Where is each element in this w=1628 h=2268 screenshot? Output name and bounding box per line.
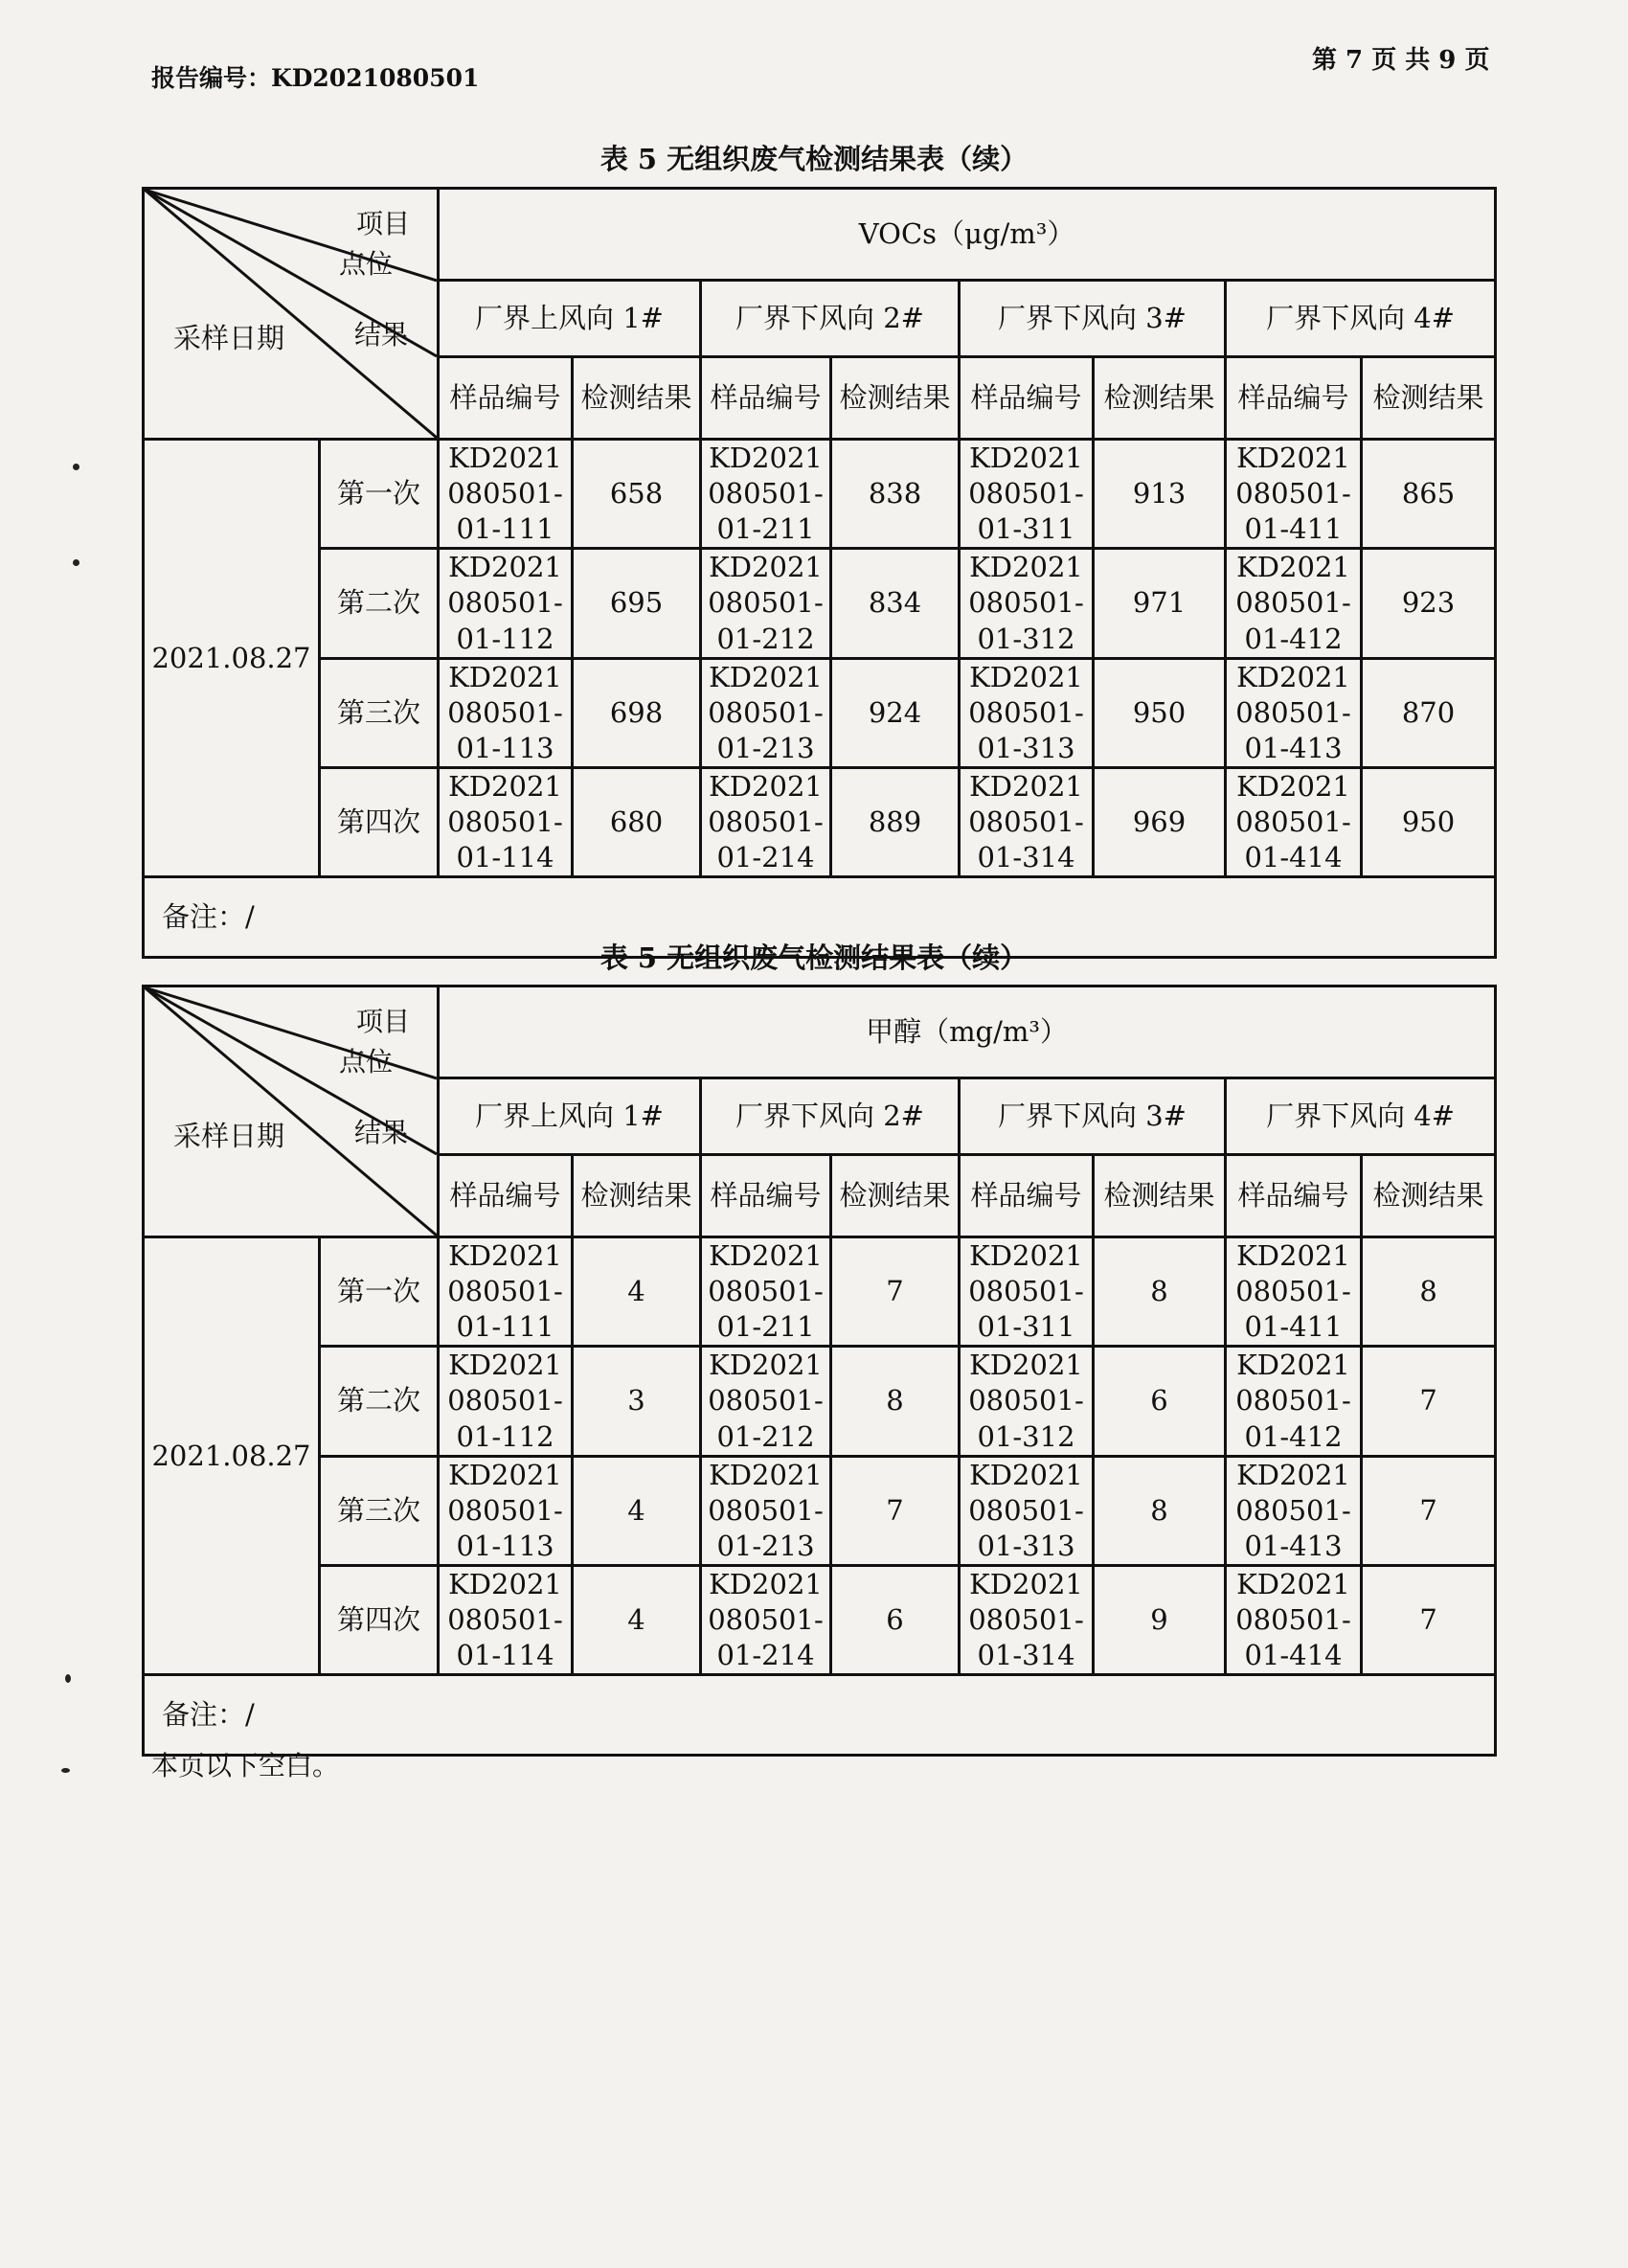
sample-id-header: 样品编号 (439, 1155, 573, 1237)
sample-id: KD2021 080501- 01-212 (701, 1347, 831, 1456)
report-number: 报告编号：KD2021080501 (151, 64, 480, 92)
sample-id: KD2021 080501- 01-311 (960, 440, 1094, 549)
result-value: 4 (573, 1456, 701, 1565)
sampling-time: 第三次 (320, 1456, 439, 1565)
sample-id: KD2021 080501- 01-112 (439, 549, 573, 658)
result-value: 838 (831, 440, 960, 549)
sample-id: KD2021 080501- 01-311 (960, 1237, 1094, 1347)
sample-id-header: 样品编号 (439, 357, 573, 440)
sample-id: KD2021 080501- 01-114 (439, 1565, 573, 1674)
parameter-header: VOCs（μg/m³） (439, 189, 1496, 281)
result-value: 889 (831, 767, 960, 876)
sample-id: KD2021 080501- 01-411 (1226, 440, 1362, 549)
sample-id: KD2021 080501- 01-212 (701, 549, 831, 658)
result-label: 结果 (353, 1117, 408, 1148)
point-header: 厂界上风向 1# (439, 1078, 701, 1155)
point-header: 厂界下风向 2# (701, 281, 960, 357)
result-header: 检测结果 (573, 1155, 701, 1237)
table-note: 备注：/ (144, 1675, 1496, 1756)
parameter-header: 甲醇（mg/m³） (439, 987, 1496, 1078)
result-value: 971 (1094, 549, 1226, 658)
sample-id: KD2021 080501- 01-414 (1226, 767, 1362, 876)
sample-id: KD2021 080501- 01-113 (439, 658, 573, 767)
point-header: 厂界上风向 1# (439, 281, 701, 357)
result-value: 7 (1362, 1456, 1496, 1565)
result-value: 923 (1362, 549, 1496, 658)
result-value: 698 (573, 658, 701, 767)
result-label: 结果 (353, 319, 408, 351)
sample-id: KD2021 080501- 01-314 (960, 1565, 1094, 1674)
sample-id-header: 样品编号 (960, 1155, 1094, 1237)
sampling-date: 2021.08.27 (144, 1237, 320, 1675)
sample-id: KD2021 080501- 01-111 (439, 440, 573, 549)
sample-id: KD2021 080501- 01-412 (1226, 1347, 1362, 1456)
page-info: 第 7 页 共 9 页 (1312, 46, 1490, 75)
margin-speck (73, 559, 79, 566)
result-header: 检测结果 (831, 1155, 960, 1237)
result-value: 950 (1362, 767, 1496, 876)
result-value: 870 (1362, 658, 1496, 767)
sample-id: KD2021 080501- 01-313 (960, 1456, 1094, 1565)
result-value: 969 (1094, 767, 1226, 876)
result-value: 6 (1094, 1347, 1226, 1456)
sample-id: KD2021 080501- 01-413 (1226, 1456, 1362, 1565)
sample-id: KD2021 080501- 01-312 (960, 1347, 1094, 1456)
point-header: 厂界下风向 4# (1226, 1078, 1496, 1155)
results-table-vocs (142, 187, 1494, 959)
result-header: 检测结果 (573, 357, 701, 440)
result-value: 8 (831, 1347, 960, 1456)
result-header: 检测结果 (831, 357, 960, 440)
result-value: 7 (1362, 1347, 1496, 1456)
sampling-time: 第四次 (320, 1565, 439, 1674)
sampling-time: 第一次 (320, 440, 439, 549)
result-header: 检测结果 (1094, 1155, 1226, 1237)
sampling-time: 第二次 (320, 1347, 439, 1456)
point-label: 点位 (338, 248, 393, 280)
item-label: 项目 (355, 1006, 410, 1037)
result-header: 检测结果 (1094, 357, 1226, 440)
result-value: 913 (1094, 440, 1226, 549)
item-label: 项目 (355, 208, 410, 239)
result-value: 7 (831, 1237, 960, 1347)
sample-id: KD2021 080501- 01-112 (439, 1347, 573, 1456)
sample-id: KD2021 080501- 01-114 (439, 767, 573, 876)
result-value: 4 (573, 1565, 701, 1674)
sample-id: KD2021 080501- 01-213 (701, 1456, 831, 1565)
result-value: 865 (1362, 440, 1496, 549)
sampling-time: 第二次 (320, 549, 439, 658)
result-value: 3 (573, 1347, 701, 1456)
point-header: 厂界下风向 4# (1226, 281, 1496, 357)
result-value: 4 (573, 1237, 701, 1347)
result-value: 8 (1094, 1456, 1226, 1565)
point-label: 点位 (338, 1046, 393, 1077)
result-value: 8 (1094, 1237, 1226, 1347)
blank-page-notice: 本页以下空白。 (151, 1750, 340, 1781)
result-value: 9 (1094, 1565, 1226, 1674)
date-label: 采样日期 (173, 322, 285, 354)
sample-id-header: 样品编号 (960, 357, 1094, 440)
sampling-time: 第三次 (320, 658, 439, 767)
point-header: 厂界下风向 3# (960, 1078, 1226, 1155)
result-value: 658 (573, 440, 701, 549)
sample-id: KD2021 080501- 01-411 (1226, 1237, 1362, 1347)
sample-id: KD2021 080501- 01-312 (960, 549, 1094, 658)
results-table-methanol (142, 985, 1494, 1757)
result-value: 834 (831, 549, 960, 658)
sample-id: KD2021 080501- 01-214 (701, 767, 831, 876)
sample-id: KD2021 080501- 01-414 (1226, 1565, 1362, 1674)
result-value: 680 (573, 767, 701, 876)
sampling-time: 第一次 (320, 1237, 439, 1347)
diagonal-header-cell (144, 189, 439, 440)
result-value: 695 (573, 549, 701, 658)
sample-id-header: 样品编号 (701, 357, 831, 440)
sample-id: KD2021 080501- 01-111 (439, 1237, 573, 1347)
result-value: 8 (1362, 1237, 1496, 1347)
margin-speck (73, 464, 79, 470)
margin-speck (65, 1674, 71, 1683)
sample-id: KD2021 080501- 01-412 (1226, 549, 1362, 658)
sample-id: KD2021 080501- 01-211 (701, 1237, 831, 1347)
point-header: 厂界下风向 2# (701, 1078, 960, 1155)
sampling-date: 2021.08.27 (144, 440, 320, 877)
sample-id-header: 样品编号 (1226, 1155, 1362, 1237)
margin-speck (61, 1768, 70, 1773)
table-caption: 表 5 无组织废气检测结果表（续） (599, 143, 1029, 175)
sample-id: KD2021 080501- 01-314 (960, 767, 1094, 876)
sample-id-header: 样品编号 (1226, 357, 1362, 440)
sample-id: KD2021 080501- 01-113 (439, 1456, 573, 1565)
sampling-time: 第四次 (320, 767, 439, 876)
result-value: 6 (831, 1565, 960, 1674)
sample-id-header: 样品编号 (701, 1155, 831, 1237)
point-header: 厂界下风向 3# (960, 281, 1226, 357)
sample-id: KD2021 080501- 01-214 (701, 1565, 831, 1674)
diagonal-header-cell (144, 987, 439, 1237)
sample-id: KD2021 080501- 01-211 (701, 440, 831, 549)
result-header: 检测结果 (1362, 357, 1496, 440)
table-note: 备注：/ (144, 877, 1496, 958)
result-value: 7 (1362, 1565, 1496, 1674)
result-value: 924 (831, 658, 960, 767)
table-caption: 表 5 无组织废气检测结果表（续） (599, 941, 1029, 974)
result-value: 7 (831, 1456, 960, 1565)
result-header: 检测结果 (1362, 1155, 1496, 1237)
sample-id: KD2021 080501- 01-213 (701, 658, 831, 767)
sample-id: KD2021 080501- 01-313 (960, 658, 1094, 767)
sample-id: KD2021 080501- 01-413 (1226, 658, 1362, 767)
result-value: 950 (1094, 658, 1226, 767)
date-label: 采样日期 (173, 1120, 285, 1152)
